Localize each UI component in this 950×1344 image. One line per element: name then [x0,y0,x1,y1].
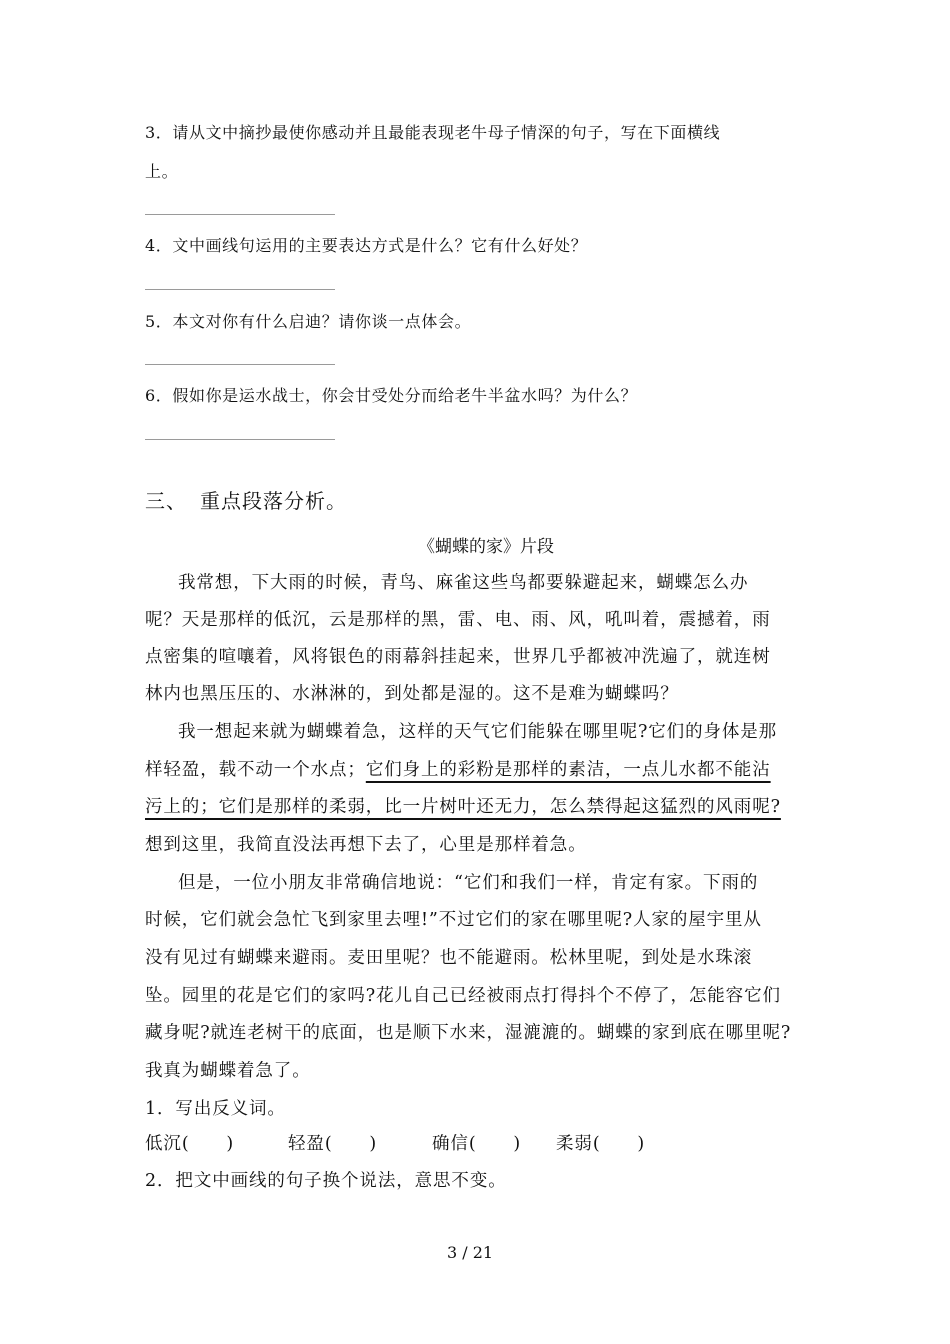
passage-line: 想到这里，我简直没法再想下去了，心里是那样着急。 [145,835,587,855]
passage-line: 坠。园里的花是它们的家吗?花儿自己已经被雨点打得抖个不停了，怎能容它们 [145,986,781,1006]
passage-line: 呢？天是那样的低沉，云是那样的黑，雷、电、雨、风，吼叫着，震撼着，雨 [145,610,771,630]
answer-line-3 [145,214,335,215]
antonym-word: 轻盈 [288,1134,325,1154]
passage-text: 样轻盈，载不动一个水点； [145,760,366,780]
section-number: 三、 [145,489,187,513]
passage-line: 藏身呢?就连老树干的底面，也是顺下水来，湿漉漉的。蝴蝶的家到底在哪里呢? [145,1023,792,1043]
underlined-sentence-part2: 污上的；它们是那样的柔弱，比一片树叶还无力，怎么禁得起这猛烈的风雨呢? [145,797,781,817]
passage-line: 点密集的喧嚷着，风将银色的雨幕斜挂起来，世界几乎都被冲洗遍了，就连树 [145,647,771,667]
passage-line: 我一想起来就为蝴蝶着急，这样的天气它们能躲在哪里呢?它们的身体是那 [178,722,778,742]
antonym-word: 柔弱 [556,1134,593,1154]
question-3-line2: 上。 [145,162,179,181]
underlined-sentence-part1: 它们身上的彩粉是那样的素洁，一点儿水都不能沾 [365,760,771,780]
passage-title: 《蝴蝶的家》片段 [418,537,554,557]
section-title: 重点段落分析。 [200,489,347,513]
question-5: 5．本文对你有什么启迪？请你谈一点体会。 [145,312,472,331]
antonym-item [145,1130,234,1155]
question-6: 6．假如你是运水战士，你会甘受处分而给老牛半盆水吗？为什么？ [145,386,638,405]
answer-line-6 [145,439,335,440]
antonym-item [288,1130,377,1155]
antonym-blank[interactable]: ( ) [181,1134,235,1154]
antonym-blank[interactable]: ( ) [592,1134,646,1154]
antonym-item [556,1130,645,1155]
passage-line: 但是，一位小朋友非常确信地说：“它们和我们一样，肯定有家。下雨的 [178,873,759,893]
passage-line: 我真为蝴蝶着急了。 [145,1061,311,1081]
answer-line-5 [145,364,335,365]
antonym-word: 确信 [432,1134,469,1154]
antonym-blank[interactable]: ( ) [324,1134,378,1154]
passage-line: 没有见过有蝴蝶来避雨。麦田里呢？也不能避雨。松林里呢，到处是水珠滚 [145,948,753,968]
sub-question-1: 1．写出反义词。 [145,1099,286,1119]
page-number: 3 / 21 [447,1243,494,1262]
question-4: 4．文中画线句运用的主要表达方式是什么？它有什么好处？ [145,236,588,255]
question-3-line1: 3．请从文中摘抄最使你感动并且最能表现老牛母子情深的句子，写在下面横线 [145,123,721,142]
passage-line: 时候，它们就会急忙飞到家里去哩!”不过它们的家在哪里呢?人家的屋宇里从 [145,910,762,930]
antonym-word: 低沉 [145,1134,182,1154]
sub-question-2: 2．把文中画线的句子换个说法，意思不变。 [145,1171,507,1191]
antonym-item [432,1130,521,1155]
passage-line: 林内也黑压压的、水淋淋的，到处都是湿的。这不是难为蝴蝶吗？ [145,684,679,704]
antonym-blank[interactable]: ( ) [468,1134,522,1154]
passage-line [145,756,771,781]
answer-line-4 [145,289,335,290]
passage-line: 我常想，下大雨的时候，青鸟、麻雀这些鸟都要躲避起来，蝴蝶怎么办 [178,573,749,593]
